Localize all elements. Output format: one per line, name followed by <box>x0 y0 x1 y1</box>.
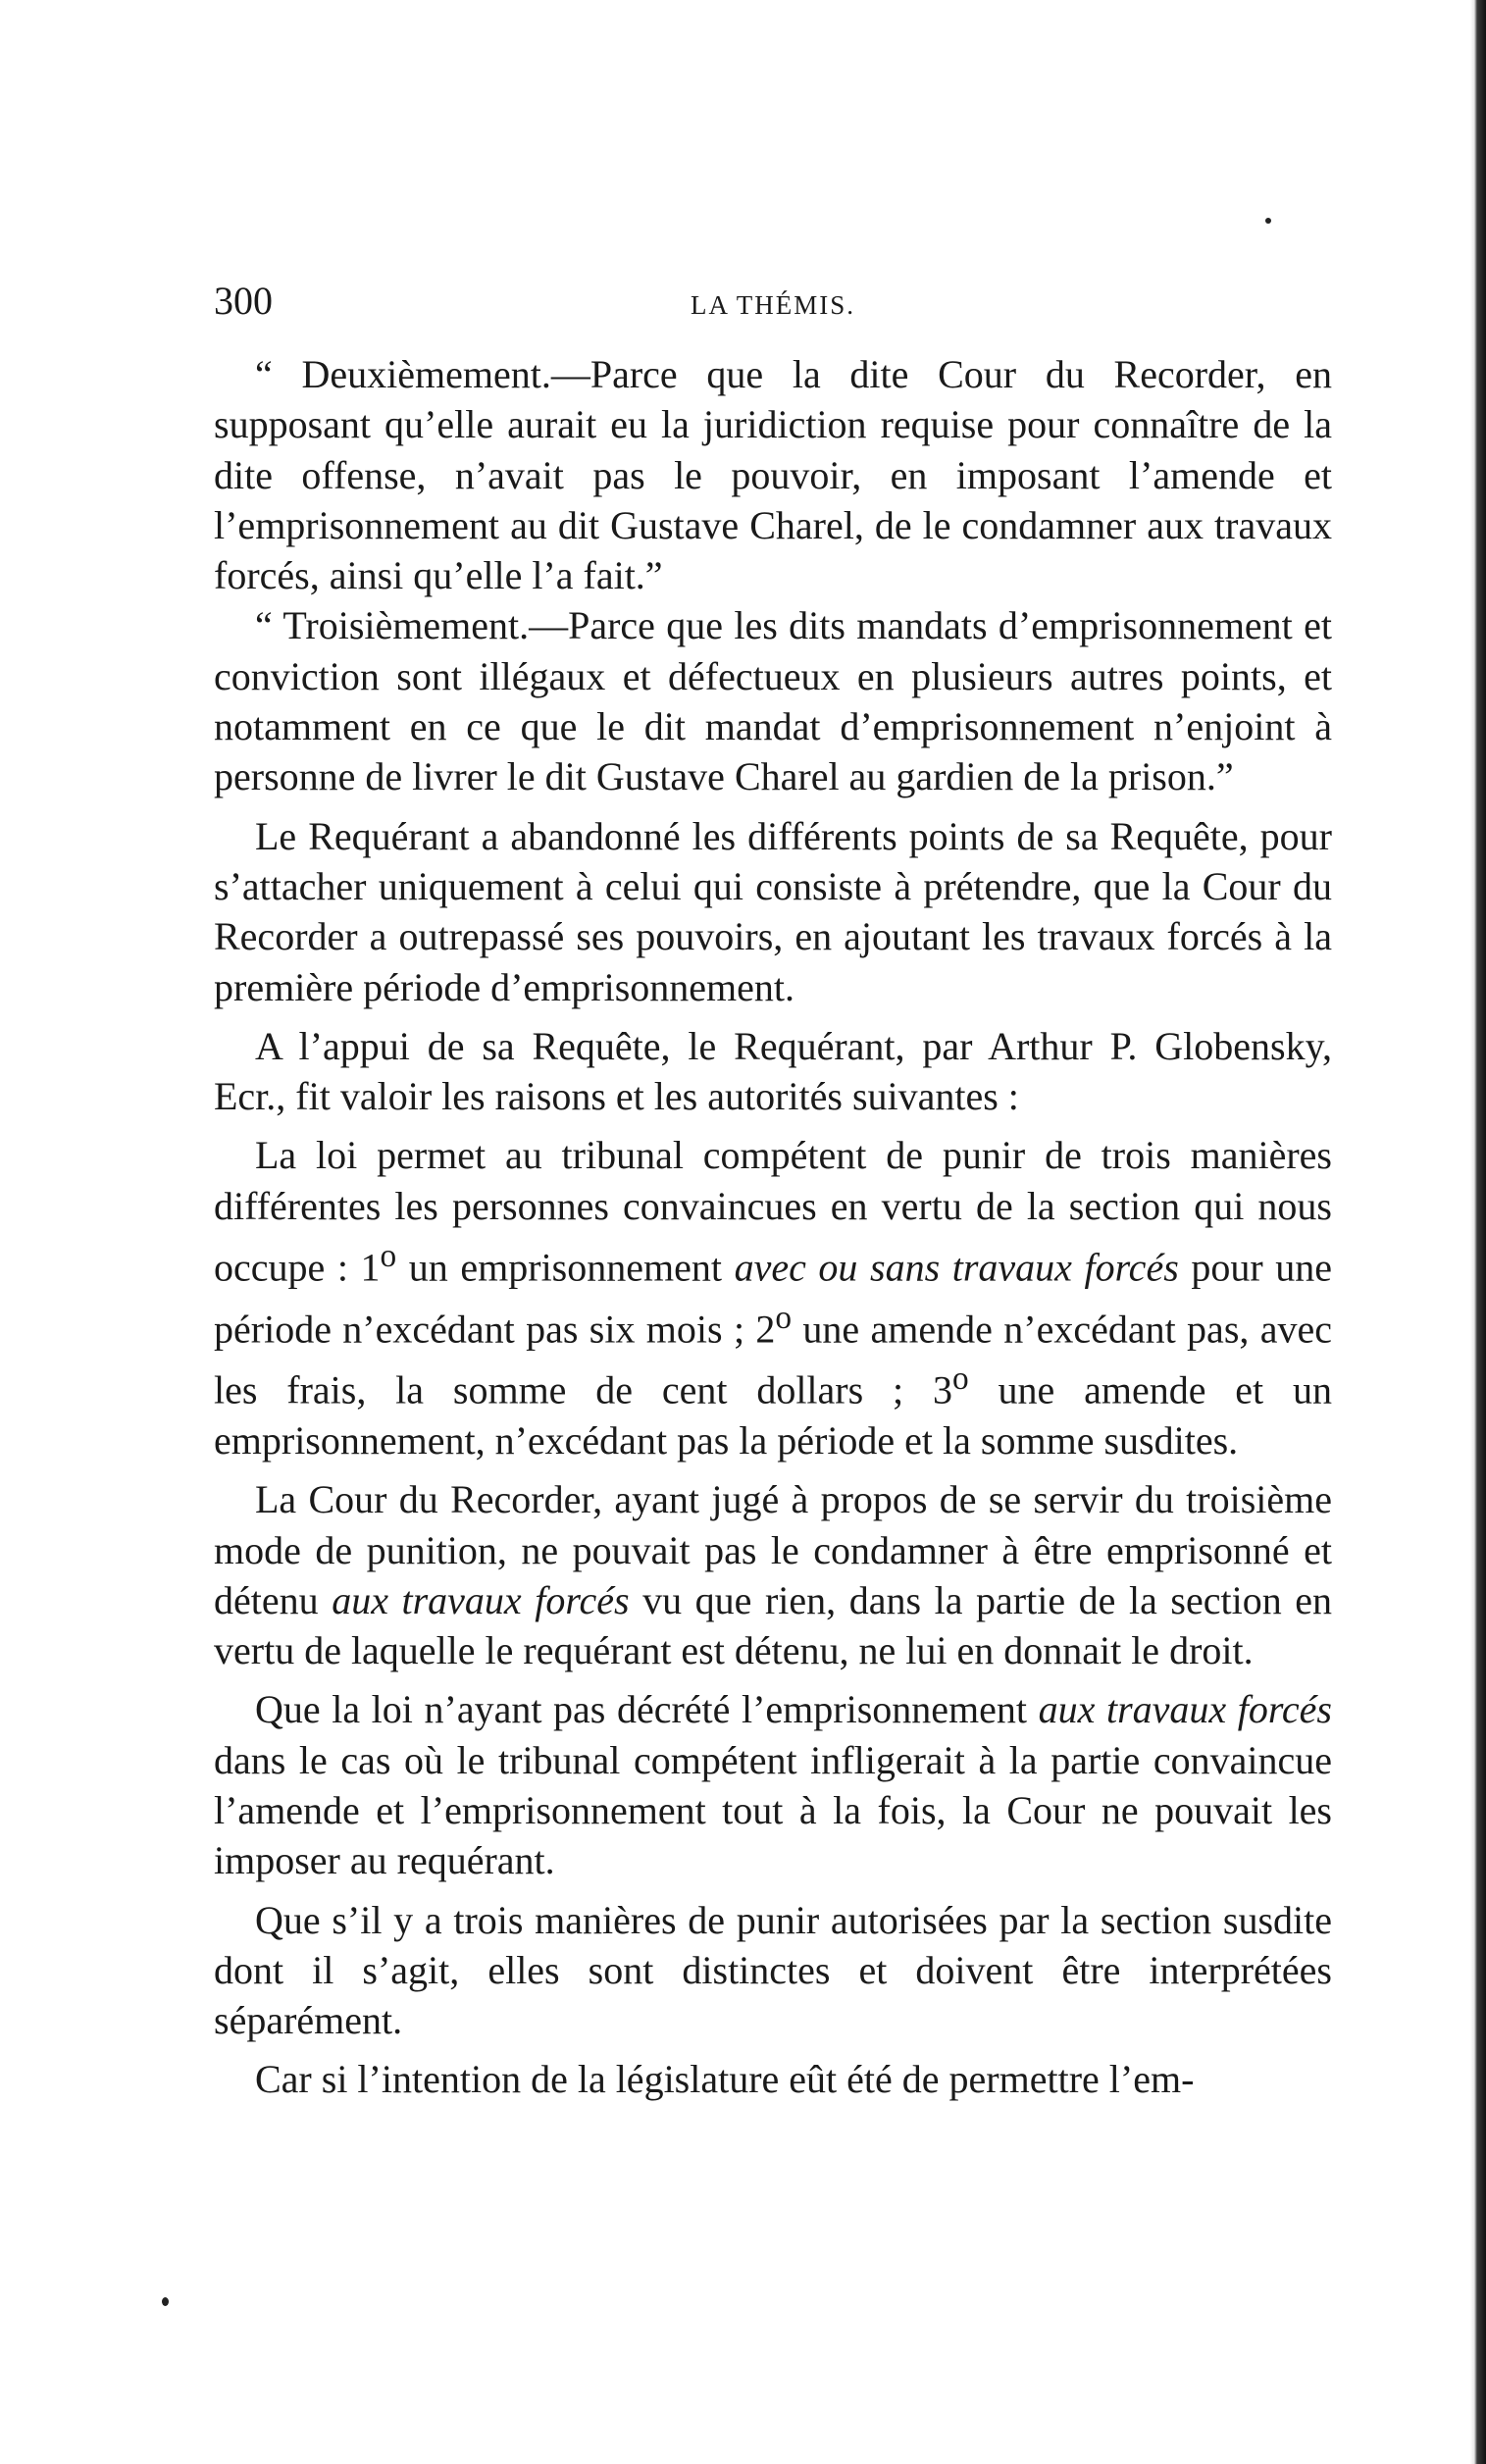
paragraph-loi-permet <box>214 1130 1332 1465</box>
stray-mark-top <box>1265 218 1271 224</box>
ordinal-marker-1: o <box>380 1238 397 1275</box>
stray-mark-bottom <box>162 2297 169 2306</box>
paragraph-deuxiemement: “ Deuxièmement.—Parce que la dite Cour du Recorder, en supposant qu’elle aurait eu la juridiction requise pour connaître de la dite offense, n’avait pas le pouvoir, en imposant l’amende et l’emprisonnement au dit Gustave Charel, de le condamner aux travaux forcés, ainsi qu’elle l’a fait.” <box>214 352 1332 598</box>
paragraph-troisiemement: “ Troisièmement.—Parce que les dits mandats d’emprisonnement et conviction sont illégaux et défectueux en plusieurs autres points, et notamment en ce que le dit mandat d’emprisonnement n’enjoint à personne de livrer le dit Gustave Charel au gardien de la prison.” <box>214 603 1332 799</box>
loi-text-4: une amende n’excédant pas, avec les frais, la somme de cent dollars ; 3 <box>214 1307 1332 1412</box>
paragraph-cour-recorder <box>214 1474 1332 1675</box>
ordinal-marker-2: o <box>775 1299 793 1336</box>
ordinal-marker-3: o <box>951 1360 969 1398</box>
loi-text-5: une amende et un emprisonnement, n’excédant pas la période et la somme susdites. <box>214 1367 1333 1463</box>
paragraph-appui-requete: A l’appui de sa Requête, le Requérant, par Arthur P. Globensky, Ecr., fit valoir les raisons et les autorités suivantes : <box>214 1023 1332 1119</box>
page-header <box>214 277 1332 326</box>
que-loi-text-2: dans le cas où le tribunal compétent infligerait à la partie convaincue l’amende et l’emprisonnement tout à la fois, la Cour ne pouvait les imposer au requérant. <box>214 1737 1332 1883</box>
que-loi-text-1: Que la loi n’ayant pas décrété l’emprisonnement <box>255 1687 1039 1732</box>
page-binding-edge <box>1470 0 1486 2464</box>
loi-text-3: pour une période n’excédant pas six mois ; 2 <box>214 1245 1333 1351</box>
paragraph-que-la-loi <box>214 1684 1332 1885</box>
paragraph-requerant-abandon: Le Requérant a abandonné les différents points de sa Requête, pour s’attacher uniquement à celui qui consiste à prétendre, que la Cour du Recorder a outrepassé ses pouvoirs, en ajoutant les travaux forcés à la première période d’emprisonnement. <box>214 813 1332 1009</box>
italic-avec-ou-sans: avec ou sans travaux forcés <box>734 1245 1179 1290</box>
paragraph-trois-manieres: Que s’il y a trois manières de punir autorisées par la section susdite dont il s’agit, elles sont distinctes et doivent être interprétées séparément. <box>214 1897 1332 2043</box>
body-text <box>214 349 1332 2105</box>
cour-text-1: La Cour du Recorder, ayant jugé à propos de se servir du troisième mode de punition, ne pouvait pas le condamner à être emprisonné et détenu <box>214 1477 1332 1622</box>
loi-text-2: un emprisonnement <box>396 1245 735 1290</box>
italic-aux-travaux-forces-2: aux travaux forcés <box>1038 1687 1332 1732</box>
cour-text-2: vu que rien, dans la partie de la section en vertu de laquelle le requérant est détenu, ne lui en donnait le droit. <box>214 1577 1333 1673</box>
page-number: 300 <box>214 279 273 323</box>
loi-text-1: La loi permet au tribunal compétent de punir de trois manières différentes les personnes convaincues en vertu de la section qui nous occupe : 1 <box>214 1133 1332 1290</box>
italic-aux-travaux-forces-1: aux travaux forcés <box>332 1577 630 1622</box>
running-title: LA THÉMIS. <box>690 290 855 320</box>
paragraph-intention-legislature: Car si l’intention de la législature eût été de permettre l’em- <box>255 2057 1195 2102</box>
